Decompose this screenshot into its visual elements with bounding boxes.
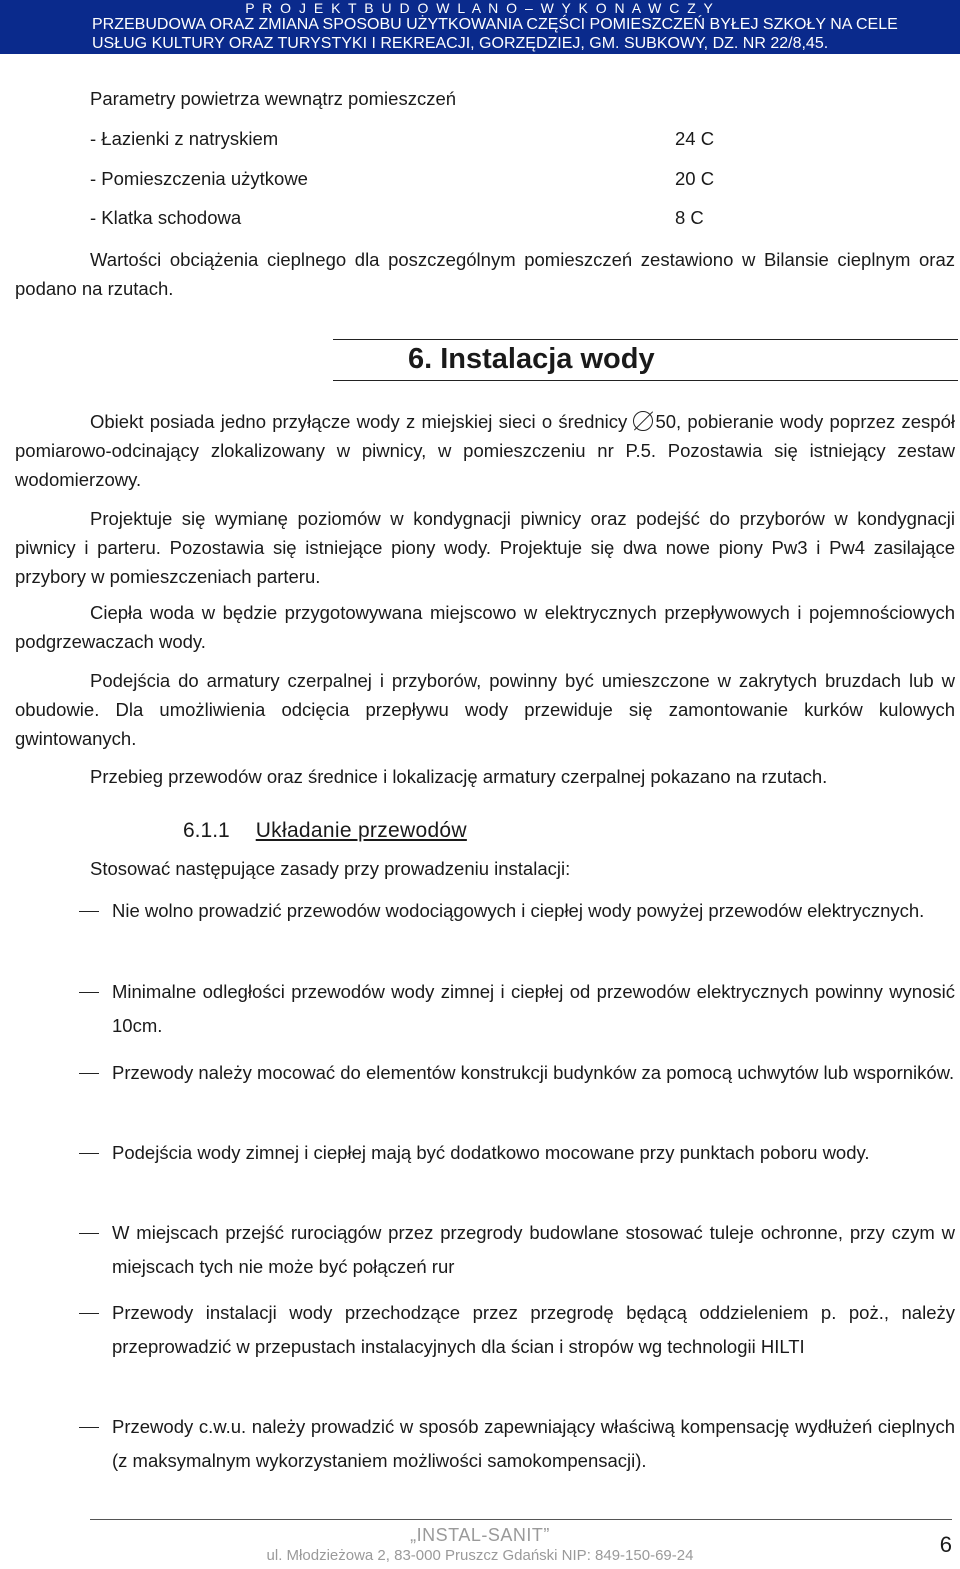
air-parameters-title: Parametry powietrza wewnątrz pomieszczeń (90, 88, 457, 109)
list-item: Podejścia wody zimnej i ciepłej mają być dodatkowo mocowane przy punktach poboru wody. (112, 1142, 870, 1163)
dash-bullet (79, 1427, 99, 1428)
list-item: Przewody instalacji wody przechodzące przez przegrodę będącą oddzieleniem p. poż., należy przeprowadzić w przepustach instalacyjnych dla ścian i stropów wg technologii HILTI (112, 1302, 955, 1357)
subsection-number: 6.1.1 (183, 819, 230, 842)
subsection-title: Układanie przewodów (255, 819, 467, 842)
dash-bullet (79, 1153, 99, 1154)
paragraph-connection: Obiekt posiada jedno przyłącze wody z miejskiej sieci o średnicy 50, pobieranie wody poprzez zespół pomiarowo-odcinający zlokalizowany w piwnicy, w pomieszczeniu nr P.5. Pozostawia się istniejący zestaw wodomierzowy. (15, 411, 955, 490)
header-title-line1: PRZEBUDOWA ORAZ ZMIANA SPOSOBU UŻYTKOWANIA CZĘŚCI POMIESZCZEŃ BYŁEJ SZKOŁY NA CELE (92, 16, 898, 33)
paragraph-fittings: Podejścia do armatury czerpalnej i przyborów, powinny być umieszczone w zakrytych bruzdach lub w obudowie. Dla umożliwienia odcięcia przepływu wody przewiduje się zamontowanie kurków kulowych gwintowanych. (15, 670, 955, 749)
dash-bullet (79, 992, 99, 993)
rules-intro: Stosować następujące zasady przy prowadzeniu instalacji: (90, 858, 571, 879)
list-item: W miejscach przejść rurociągów przez przegrody budowlane stosować tuleje ochronne, przy czym w miejscach tych nie może być połączeń rur (112, 1222, 955, 1277)
section-6-heading: 6. Instalacja wody (408, 343, 655, 375)
paragraph-pipes: Projektuje się wymianę poziomów w kondygnacji piwnicy oraz podejść do przyborów w kondygnacji piwnicy i parteru. Pozostawia się istniejące piony wody. Projektuje się dwa nowe piony Pw3 i Pw4 zasilające przybory w pomieszczeniach parteru. (15, 508, 955, 587)
air-row-label: - Klatka schodowa (90, 207, 242, 228)
page-number: 6 (939, 1532, 952, 1557)
list-item: Minimalne odległości przewodów wody zimnej i ciepłej od przewodów elektrycznych powinny wynosić 10cm. (112, 981, 955, 1036)
diameter-icon (633, 411, 653, 431)
air-row-label: - Łazienki z natryskiem (90, 128, 279, 149)
footer-company: „INSTAL-SANIT” (410, 1525, 550, 1545)
subsection-heading (183, 818, 467, 844)
list-item: Nie wolno prowadzić przewodów wodociągowych i ciepłej wody powyżej przewodów elektrycznych. (112, 900, 925, 921)
dash-bullet (79, 1313, 99, 1314)
paragraph-hot-water: Ciepła woda w będzie przygotowywana miejscowo w elektrycznych przepływowych i pojemnościowych podgrzewaczach wody. (15, 602, 955, 652)
list-item: Przewody c.w.u. należy prowadzić w sposób zapewniający właściwą kompensację wydłużeń cieplnych (z maksymalnym wykorzystaniem możliwości samokompensacji). (112, 1416, 955, 1471)
dash-bullet (79, 1233, 99, 1234)
dash-bullet (79, 1073, 99, 1074)
document-header (0, 0, 960, 54)
heat-load-note: Wartości obciążenia cieplnego dla poszczególnym pomieszczeń zestawiono w Bilansie cieplnym oraz podano na rzutach. (15, 249, 955, 299)
footer-address: ul. Młodzieżowa 2, 83-000 Pruszcz Gdański NIP: 849-150-69-24 (266, 1547, 694, 1564)
air-row-value: 20 C (675, 168, 715, 189)
list-item: Przewody należy mocować do elementów konstrukcji budynków za pomocą uchwytów lub wsporników. (112, 1062, 955, 1083)
air-row-value: 24 C (675, 128, 715, 149)
header-project-type: P R O J E K T B U D O W L A N O – W Y K O N A W C Z Y (245, 0, 715, 16)
header-title-line2: USŁUG KULTURY ORAZ TURYSTYKI I REKREACJI, GORZĘDZIEJ, GM. SUBKOWY, DZ. NR 22/8,45. (92, 35, 829, 52)
footer-rule (90, 1519, 952, 1520)
air-row-label: - Pomieszczenia użytkowe (90, 168, 308, 189)
section-rule-bottom (333, 380, 958, 381)
air-row-value: 8 C (675, 207, 704, 228)
paragraph-routing: Przebieg przewodów oraz średnice i lokalizację armatury czerpalnej pokazano na rzutach. (90, 766, 828, 787)
section-rule-top (333, 339, 958, 340)
dash-bullet (79, 911, 99, 912)
